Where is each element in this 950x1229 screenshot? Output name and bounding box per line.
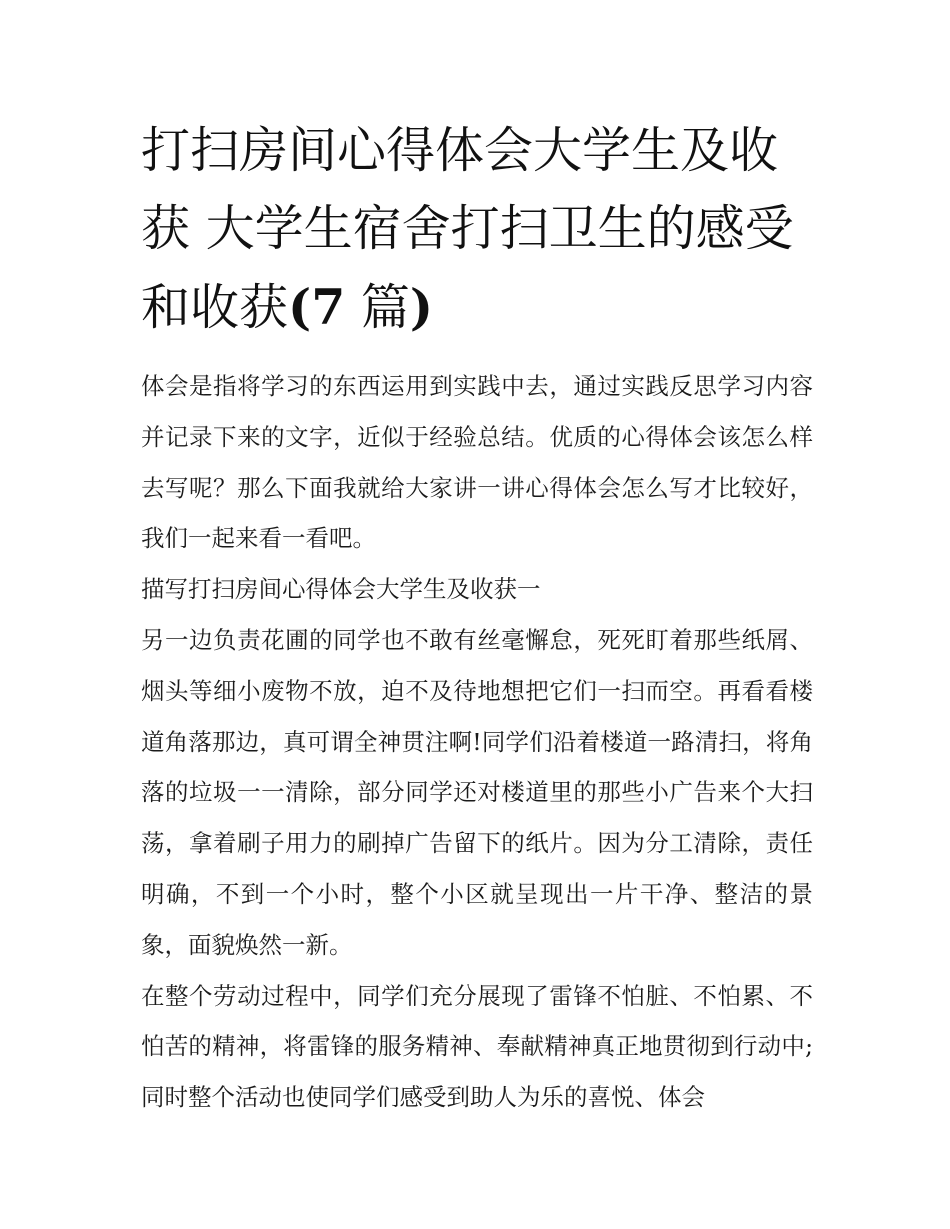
document-body [141, 112, 813, 1123]
title-count-open: (7 [288, 278, 346, 336]
body-paragraph-1: 另一边负责花圃的同学也不敢有丝毫懈怠，死死盯着那些纸屑、烟头等细小废物不放，迫不及待地想把它们一扫而空。再看看楼道角落那边，真可谓全神贯注啊!同学们沿着楼道一路清扫，将角落的垃圾一一清除，部分同学还对楼道里的那些小广告来个大扫荡，拿着刷子用力的刷掉广告留下的纸片。因为分工清除，责任明确，不到一个小时，整个小区就呈现出一片干净、整洁的景象，面貌焕然一新。 [141, 625, 813, 959]
intro-paragraph: 体会是指将学习的东西运用到实践中去，通过实践反思学习内容并记录下来的文字，近似于经验总结。优质的心得体会该怎么样去写呢？那么下面我就给大家讲一讲心得体会怎么写才比较好，我们一起来看一看吧。 [141, 372, 813, 553]
title-count-close: ) [409, 278, 434, 336]
document-title [141, 112, 813, 347]
title-text: 打扫房间心得体会大学生及收获 大学生宿舍打扫卫生的感受和收获 [141, 122, 794, 336]
body-paragraph-2: 在整个劳动过程中，同学们充分展现了雷锋不怕脏、不怕累、不怕苦的精神，将雷锋的服务精神、奉献精神真正地贯彻到行动中;同时整个活动也使同学们感受到助人为乐的喜悦、体会 [141, 981, 813, 1112]
section-heading: 描写打扫房间心得体会大学生及收获一 [141, 575, 541, 604]
title-count-unit: 篇 [345, 279, 410, 336]
